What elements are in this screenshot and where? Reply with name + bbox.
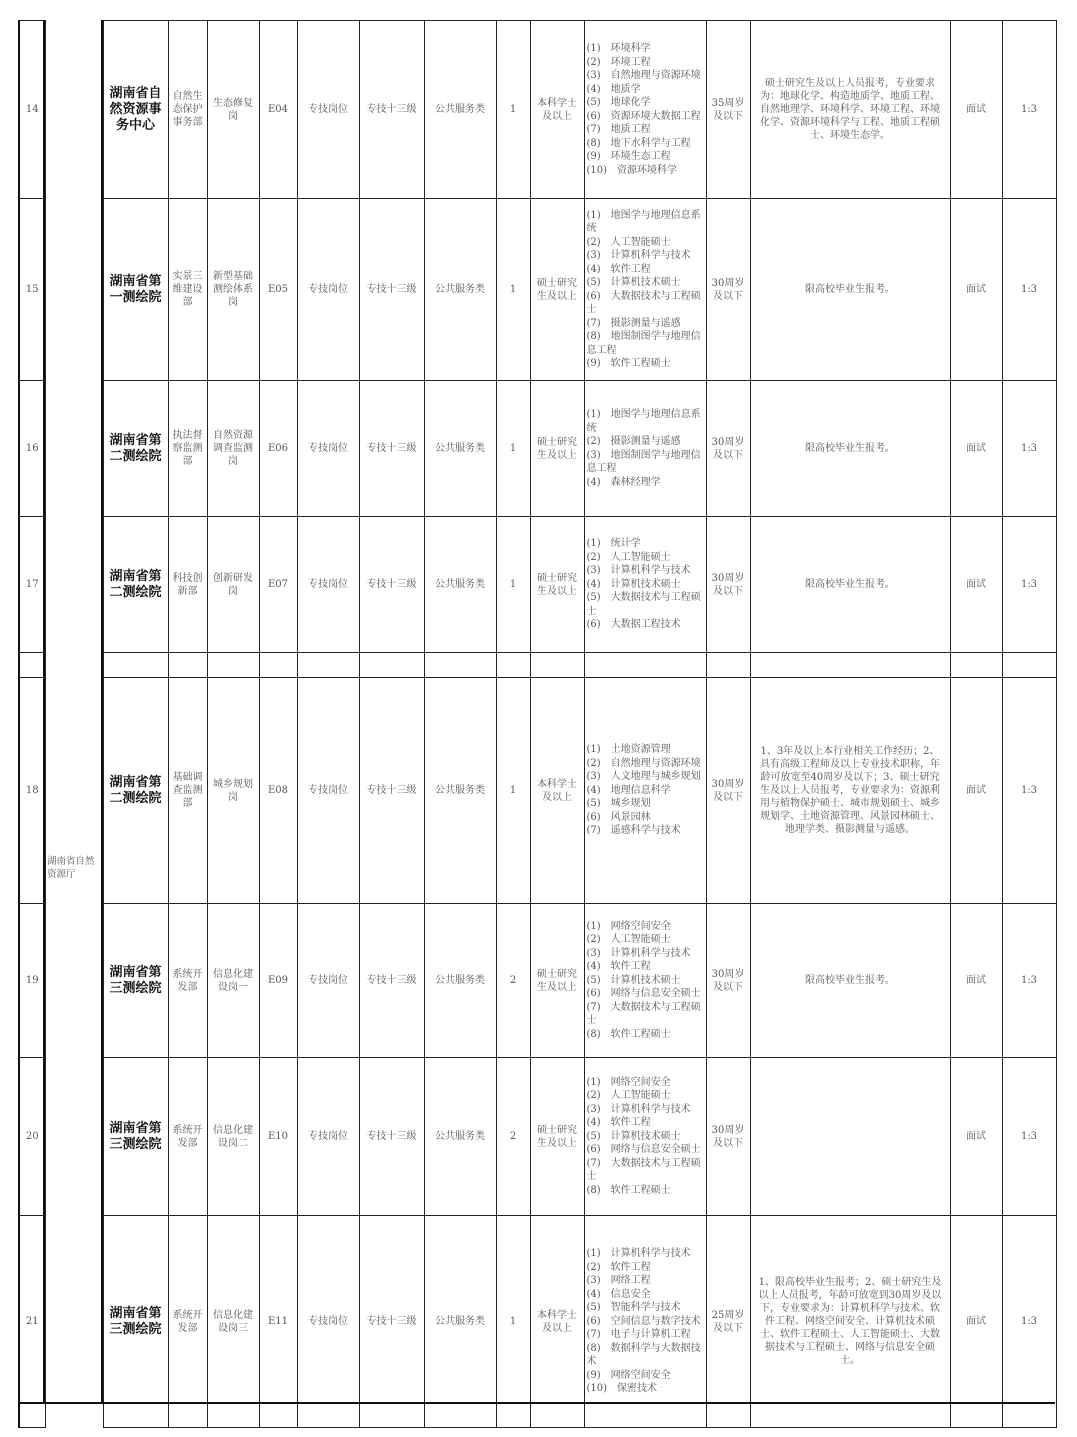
spacer-cell xyxy=(424,653,496,678)
major-item: (1) 地图学与地理信息系统 xyxy=(586,209,701,234)
other-requirements xyxy=(750,1058,950,1216)
post-level: 专技十三级 xyxy=(359,678,424,904)
major-item: (6) 资源环境大数据工程 xyxy=(586,110,701,122)
major-item: (2) 人工智能硕士 xyxy=(586,551,671,563)
major-item: (2) 人工智能硕士 xyxy=(586,1090,671,1102)
org-name: 湖南省第二测绘院 xyxy=(103,517,168,653)
education-requirement: 硕士研究生及以上 xyxy=(530,904,584,1058)
major-list xyxy=(584,1216,706,1428)
post-name: 城乡规划岗 xyxy=(207,678,259,904)
age-requirement: 25周岁及以下 xyxy=(706,1216,750,1428)
exam-method: 面试 xyxy=(950,199,1002,381)
exam-method: 面试 xyxy=(950,21,1002,199)
post-category: 专技岗位 xyxy=(297,381,359,517)
exam-ratio: 1:3 xyxy=(1002,1216,1056,1428)
major-list xyxy=(584,904,706,1058)
major-item: (8) 地下水科学与工程 xyxy=(586,137,691,149)
major-item: (6) 网络与信息安全硕士 xyxy=(586,988,701,1000)
other-requirements: 1、限高校毕业生报考；2、硕士研究生及以上人员报考，年龄可放宽到30周岁及以下，专业要求为：计算机科学与技术、软件工程、网络空间安全、计算机技术硕士、软件工程硕士、人工智能硕士、大数据技术与工程硕士、网络与信息安全硕士。 xyxy=(750,1216,950,1428)
major-item: (5) 大数据技术与工程硕士 xyxy=(586,592,701,617)
other-requirements: 限高校毕业生报考。 xyxy=(750,517,950,653)
hire-count: 1 xyxy=(496,21,530,199)
major-item: (6) 大数据技术与工程硕士 xyxy=(586,290,701,315)
post-code: E08 xyxy=(259,678,297,904)
post-code: E11 xyxy=(259,1216,297,1428)
dept-column-right-border xyxy=(101,20,103,1404)
exam-ratio: 1:3 xyxy=(1002,517,1056,653)
major-item: (6) 空间信息与数字技术 xyxy=(586,1315,701,1327)
exam-method: 面试 xyxy=(950,678,1002,904)
dept-name: 系统开发部 xyxy=(168,1216,207,1428)
spacer-cell xyxy=(19,653,45,678)
education-requirement: 本科学士及以上 xyxy=(530,678,584,904)
major-item: (5) 计算机技术硕士 xyxy=(586,1130,681,1142)
major-list xyxy=(584,199,706,381)
major-item: (5) 城乡规划 xyxy=(586,798,651,810)
table-row xyxy=(19,21,1056,199)
org-name: 湖南省第二测绘院 xyxy=(103,381,168,517)
row-number: 19 xyxy=(19,904,45,1058)
post-level: 专技十三级 xyxy=(359,904,424,1058)
exam-ratio: 1:3 xyxy=(1002,21,1056,199)
major-item: (7) 摄影测量与遥感 xyxy=(586,317,681,329)
post-type: 公共服务类 xyxy=(424,199,496,381)
table-row xyxy=(19,381,1056,517)
major-item: (1) 计算机科学与技术 xyxy=(586,1248,691,1260)
post-name: 信息化建设岗三 xyxy=(207,1216,259,1428)
post-type: 公共服务类 xyxy=(424,1216,496,1428)
education-requirement: 硕士研究生及以上 xyxy=(530,381,584,517)
spacer-cell xyxy=(45,653,103,678)
age-requirement: 30周岁及以下 xyxy=(706,517,750,653)
other-requirements: 限高校毕业生报考。 xyxy=(750,381,950,517)
hire-count: 1 xyxy=(496,381,530,517)
age-requirement: 35周岁及以下 xyxy=(706,21,750,199)
major-item: (3) 人文地理与城乡规划 xyxy=(586,771,701,783)
age-requirement: 30周岁及以下 xyxy=(706,199,750,381)
major-item: (1) 网络空间安全 xyxy=(586,920,671,932)
spacer-cell xyxy=(706,653,750,678)
age-requirement: 30周岁及以下 xyxy=(706,904,750,1058)
post-name: 信息化建设岗一 xyxy=(207,904,259,1058)
exam-method: 面试 xyxy=(950,517,1002,653)
spacer-cell xyxy=(496,653,530,678)
major-item: (4) 软件工程 xyxy=(586,1117,651,1129)
major-item: (5) 地球化学 xyxy=(586,97,651,108)
post-code: E06 xyxy=(259,381,297,517)
post-type: 公共服务类 xyxy=(424,1058,496,1216)
hire-count: 1 xyxy=(496,517,530,653)
exam-method: 面试 xyxy=(950,1058,1002,1216)
department-cell xyxy=(45,199,103,381)
dept-name: 系统开发部 xyxy=(168,904,207,1058)
major-item: (4) 计算机技术硕士 xyxy=(586,578,681,590)
age-requirement: 30周岁及以下 xyxy=(706,1058,750,1216)
row-number: 16 xyxy=(19,381,45,517)
post-category: 专技岗位 xyxy=(297,1216,359,1428)
major-item: (3) 网络工程 xyxy=(586,1275,651,1287)
post-category: 专技岗位 xyxy=(297,199,359,381)
major-item: (2) 软件工程 xyxy=(586,1261,651,1273)
post-type: 公共服务类 xyxy=(424,678,496,904)
spacer-cell xyxy=(103,653,168,678)
row-number: 17 xyxy=(19,517,45,653)
department-cell xyxy=(45,1216,103,1428)
post-type: 公共服务类 xyxy=(424,904,496,1058)
row-number: 18 xyxy=(19,678,45,904)
education-requirement: 硕士研究生及以上 xyxy=(530,517,584,653)
major-item: (1) 统计学 xyxy=(586,538,641,550)
row-number: 20 xyxy=(19,1058,45,1216)
age-requirement: 30周岁及以下 xyxy=(706,678,750,904)
major-item: (3) 计算机科学与技术 xyxy=(586,947,691,959)
spacer-cell xyxy=(207,653,259,678)
recruitment-table xyxy=(18,20,1057,1428)
education-requirement: 硕士研究生及以上 xyxy=(530,1058,584,1216)
major-item: (5) 计算机技术硕士 xyxy=(586,277,681,288)
table-row xyxy=(19,904,1056,1058)
dept-name: 科技创新部 xyxy=(168,517,207,653)
exam-ratio: 1:3 xyxy=(1002,678,1056,904)
post-name: 生态修复岗 xyxy=(207,21,259,199)
major-item: (3) 计算机科学与技术 xyxy=(586,565,691,577)
spacer-cell xyxy=(584,653,706,678)
table-row xyxy=(19,1058,1056,1216)
spacer-cell xyxy=(530,653,584,678)
post-code: E10 xyxy=(259,1058,297,1216)
hire-count: 2 xyxy=(496,904,530,1058)
hire-count: 2 xyxy=(496,1058,530,1216)
major-list xyxy=(584,517,706,653)
post-level: 专技十三级 xyxy=(359,199,424,381)
major-item: (1) 土地资源管理 xyxy=(586,744,671,756)
dept-name: 自然生态保护事务部 xyxy=(168,21,207,199)
post-code: E05 xyxy=(259,199,297,381)
education-requirement: 本科学士及以上 xyxy=(530,21,584,199)
post-code: E07 xyxy=(259,517,297,653)
major-item: (8) 软件工程硕士 xyxy=(586,1028,671,1040)
post-name: 创新研发岗 xyxy=(207,517,259,653)
age-requirement: 30周岁及以下 xyxy=(706,381,750,517)
other-requirements: 限高校毕业生报考。 xyxy=(750,904,950,1058)
org-name: 湖南省第一测绘院 xyxy=(103,199,168,381)
major-item: (7) 大数据技术与工程硕士 xyxy=(586,1001,701,1027)
post-type: 公共服务类 xyxy=(424,517,496,653)
spacer-cell xyxy=(168,653,207,678)
post-name: 自然资源调查监测岗 xyxy=(207,381,259,517)
major-item: (3) 自然地理与资源环境 xyxy=(586,70,701,81)
major-list xyxy=(584,1058,706,1216)
dept-name: 系统开发部 xyxy=(168,1058,207,1216)
major-item: (6) 大数据工程技术 xyxy=(586,619,681,631)
major-item: (4) 地质学 xyxy=(586,83,641,95)
spacer-cell xyxy=(359,653,424,678)
left-border xyxy=(18,20,20,1404)
dept-name: 执法督察监测部 xyxy=(168,381,207,517)
post-type: 公共服务类 xyxy=(424,381,496,517)
exam-method: 面试 xyxy=(950,1216,1002,1428)
org-name: 湖南省第三测绘院 xyxy=(103,904,168,1058)
post-category: 专技岗位 xyxy=(297,678,359,904)
bottom-border xyxy=(18,1402,1055,1404)
spacer-cell xyxy=(1002,653,1056,678)
major-item: (9) 软件工程硕士 xyxy=(586,358,671,369)
row-number: 15 xyxy=(19,199,45,381)
major-item: (3) 计算机科学与技术 xyxy=(586,1103,691,1115)
major-item: (9) 网络空间安全 xyxy=(586,1369,671,1381)
education-requirement: 硕士研究生及以上 xyxy=(530,199,584,381)
post-category: 专技岗位 xyxy=(297,1058,359,1216)
major-item: (2) 环境工程 xyxy=(586,56,651,68)
major-item: (2) 人工智能硕士 xyxy=(586,236,671,248)
major-item: (2) 人工智能硕士 xyxy=(586,934,671,946)
spacer-cell xyxy=(750,653,950,678)
post-name: 新型基础测绘体系岗 xyxy=(207,199,259,381)
major-item: (1) 地图学与地理信息系统 xyxy=(586,409,701,434)
post-category: 专技岗位 xyxy=(297,904,359,1058)
major-item: (3) 地图制图学与地理信息工程 xyxy=(586,449,701,474)
table-row xyxy=(19,517,1056,653)
table-body xyxy=(19,21,1056,1428)
exam-method: 面试 xyxy=(950,381,1002,517)
post-name: 信息化建设岗二 xyxy=(207,1058,259,1216)
hire-count: 1 xyxy=(496,1216,530,1428)
spacer-cell xyxy=(950,653,1002,678)
exam-ratio: 1:3 xyxy=(1002,199,1056,381)
major-item: (8) 数据科学与大数据技术 xyxy=(586,1342,701,1368)
post-level: 专技十三级 xyxy=(359,1216,424,1428)
org-name: 湖南省第二测绘院 xyxy=(103,678,168,904)
dept-column-left-border xyxy=(43,20,45,1404)
org-name: 湖南省第三测绘院 xyxy=(103,1216,168,1428)
hire-count: 1 xyxy=(496,678,530,904)
major-item: (7) 地质工程 xyxy=(586,124,651,135)
table-row xyxy=(19,199,1056,381)
major-item: (7) 电子与计算机工程 xyxy=(586,1329,691,1341)
education-requirement: 本科学士及以上 xyxy=(530,1216,584,1428)
spacer-row xyxy=(19,653,1056,678)
major-item: (8) 地图制图学与地理信息工程 xyxy=(586,331,701,356)
other-requirements: 硕士研究生及以上人员报考，专业要求为：地球化学、构造地质学、地质工程、自然地理学、环境科学、环境工程、环境化学、资源环境科学与工程、地质工程硕士、环境生态学。 xyxy=(750,21,950,199)
major-item: (1) 环境科学 xyxy=(586,43,651,54)
major-item: (4) 软件工程 xyxy=(586,263,651,275)
dept-name: 实景三维建设部 xyxy=(168,199,207,381)
row-number: 14 xyxy=(19,21,45,199)
post-code: E09 xyxy=(259,904,297,1058)
major-item: (6) 网络与信息安全硕士 xyxy=(586,1144,701,1156)
department-cell xyxy=(45,1058,103,1216)
other-requirements: 1、3年及以上本行业相关工作经历；2、具有高级工程师及以上专业技术职称，年龄可放宽至40周岁及以下；3、硕士研究生及以上人员报考，专业要求为：资源利用与植物保护硕士、城市规划硕士、城乡规划学、土地资源管理、风景园林硕士、地理学类、摄影测量与遥感。 xyxy=(750,678,950,904)
dept-name: 基础调查监测部 xyxy=(168,678,207,904)
department-cell xyxy=(45,381,103,517)
major-item: (3) 计算机科学与技术 xyxy=(586,250,691,261)
spacer-cell xyxy=(259,653,297,678)
department-cell xyxy=(45,517,103,653)
major-list xyxy=(584,678,706,904)
post-code: E04 xyxy=(259,21,297,199)
major-item: (1) 网络空间安全 xyxy=(586,1076,671,1088)
org-name: 湖南省第三测绘院 xyxy=(103,1058,168,1216)
department-cell xyxy=(45,21,103,199)
major-item: (5) 计算机技术硕士 xyxy=(586,974,681,986)
major-item: (10) 资源环境科学 xyxy=(586,164,678,176)
major-item: (7) 大数据技术与工程硕士 xyxy=(586,1157,701,1183)
hire-count: 1 xyxy=(496,199,530,381)
post-category: 专技岗位 xyxy=(297,21,359,199)
exam-ratio: 1:3 xyxy=(1002,904,1056,1058)
major-item: (4) 信息安全 xyxy=(586,1288,651,1300)
major-item: (4) 软件工程 xyxy=(586,961,651,973)
major-item: (4) 地理信息科学 xyxy=(586,784,671,796)
major-item: (2) 自然地理与资源环境 xyxy=(586,757,701,769)
row-number: 21 xyxy=(19,1216,45,1428)
post-level: 专技十三级 xyxy=(359,1058,424,1216)
other-requirements: 限高校毕业生报考。 xyxy=(750,199,950,381)
major-item: (6) 风景园林 xyxy=(586,811,651,823)
recruitment-table-sheet xyxy=(18,20,1055,1404)
post-level: 专技十三级 xyxy=(359,517,424,653)
post-type: 公共服务类 xyxy=(424,21,496,199)
major-list xyxy=(584,21,706,199)
exam-ratio: 1:3 xyxy=(1002,381,1056,517)
major-item: (7) 遥感科学与技术 xyxy=(586,825,681,837)
major-item: (5) 智能科学与技术 xyxy=(586,1302,681,1314)
major-item: (10) 保密技术 xyxy=(586,1383,658,1395)
department-label: 湖南省自然资源厅 xyxy=(47,856,95,880)
major-item: (8) 软件工程硕士 xyxy=(586,1184,671,1196)
post-level: 专技十三级 xyxy=(359,21,424,199)
table-row xyxy=(19,1216,1056,1428)
exam-method: 面试 xyxy=(950,904,1002,1058)
department-cell xyxy=(45,904,103,1058)
major-item: (9) 环境生态工程 xyxy=(586,151,671,162)
org-name: 湖南省自然资源事务中心 xyxy=(103,21,168,199)
exam-ratio: 1:3 xyxy=(1002,1058,1056,1216)
major-item: (4) 森林经理学 xyxy=(586,476,661,488)
spacer-cell xyxy=(297,653,359,678)
major-list xyxy=(584,381,706,517)
post-level: 专技十三级 xyxy=(359,381,424,517)
table-row xyxy=(19,678,1056,904)
post-category: 专技岗位 xyxy=(297,517,359,653)
major-item: (2) 摄影测量与遥感 xyxy=(586,436,681,447)
